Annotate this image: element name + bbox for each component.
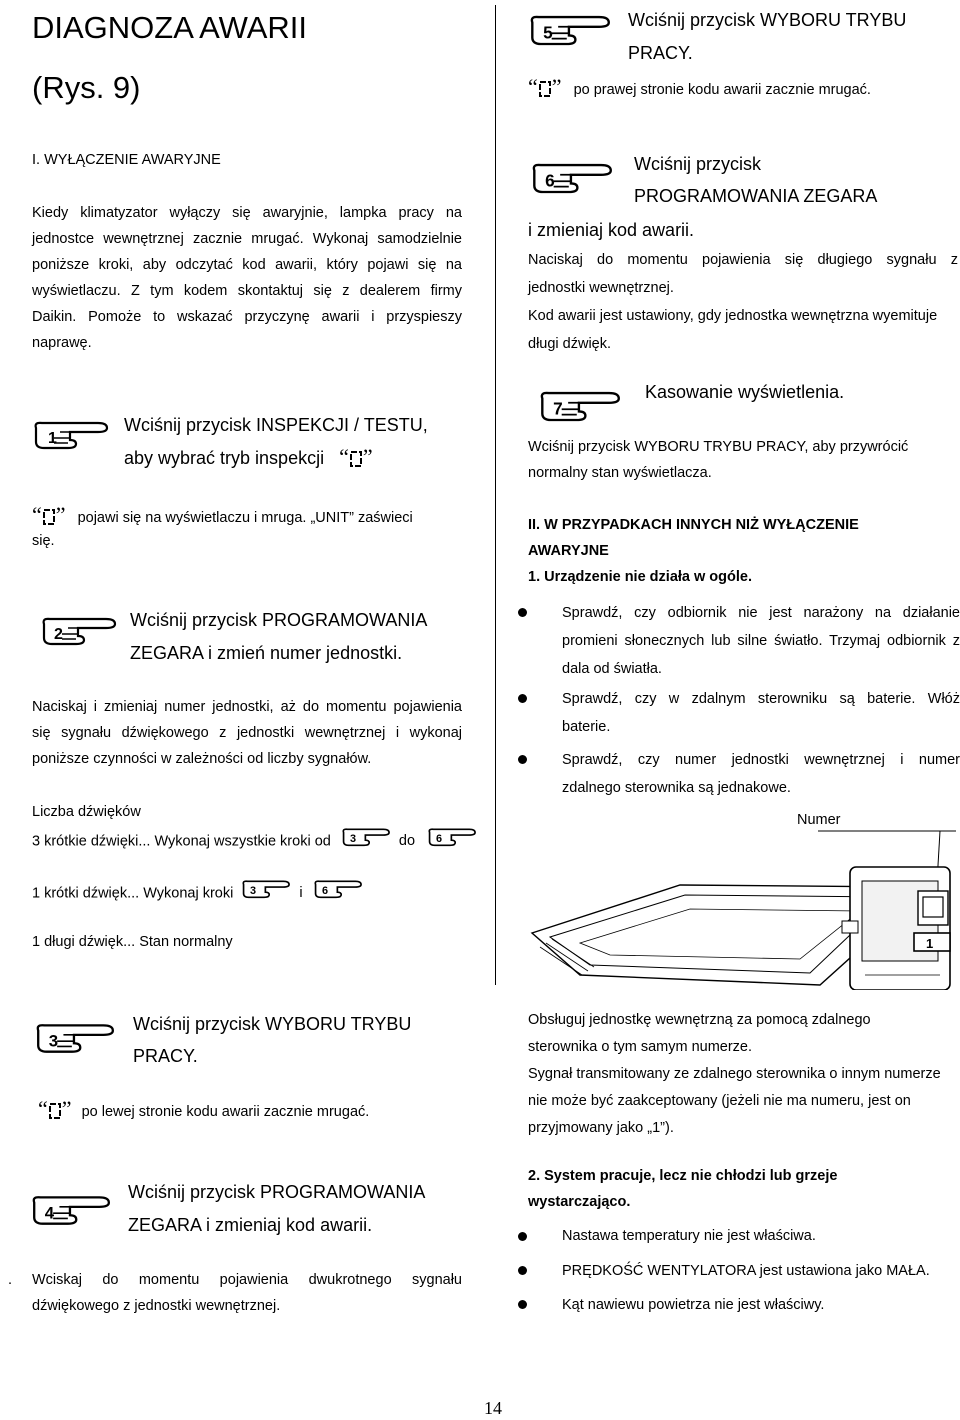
subsection-not-cooling: 2. System pracuje, lecz nie chłodzi lub grzeje [528, 1168, 838, 1184]
info-line: sterownika o tym samym numerze. [528, 1039, 753, 1055]
sound-one-short-text: 1 krótki dźwięk... Wykonaj kroki [32, 885, 234, 902]
subsection-not-working: 1. Urządzenie nie działa w ogóle. [528, 569, 752, 585]
step-ref-number: 3 [250, 885, 257, 898]
intro-line: Daikin. Pomoże to wskazać przyczynę awarii i przyspieszy [32, 309, 462, 325]
section-heading-other-cases-line2: AWARYJNE [528, 543, 609, 559]
body-line: jednostki wewnętrznej. [528, 280, 674, 296]
section-heading-other-cases: II. W PRZYPADKACH INNYCH NIŻ WYŁĄCZENIE [528, 517, 859, 533]
step-5-note: po prawej stronie kodu awarii zacznie mrugać. [573, 82, 871, 98]
step-6-pointing-hand-icon [530, 158, 614, 198]
step-2-instruction-line1: Wciśnij przycisk PROGRAMOWANIA [130, 610, 428, 630]
info-line: Obsługuj jednostkę wewnętrzną za pomocą zdalnego [528, 1012, 871, 1028]
step-2-number: 2 [54, 626, 63, 643]
step-3-instruction-line2: PRACY. [133, 1046, 198, 1066]
step-3-pointing-hand-icon [241, 877, 291, 910]
sound-three-short-text: 3 krótkie dźwięki... Wykonaj wszystkie kroki od [32, 833, 331, 850]
bullet-item: PRĘDKOŚĆ WENTYLATORA jest ustawiona jako MAŁA. [562, 1263, 930, 1279]
body-line: długi dźwięk. [528, 336, 612, 352]
step-3-instruction-line1: Wciśnij przycisk WYBORU TRYBU [133, 1014, 412, 1034]
step-5-instruction-line2: PRACY. [628, 43, 693, 63]
step-3-note-wrap [38, 1096, 369, 1125]
bullet-item: Kąt nawiewu powietrza nie jest właściwy. [562, 1297, 825, 1313]
bullet-line: promieni słonecznych lub silne światło. Trzymaj odbiornik z [562, 633, 960, 649]
figure-label-number: Numer [797, 812, 841, 828]
bullet-line: Sprawdź, czy odbiornik nie jest narażony na działanie [562, 605, 960, 621]
step-1-note-line1: pojawi się na wyświetlaczu i mruga. „UNIT” zaświeci [77, 510, 413, 526]
info-line: nie może być zaakceptowany (jeżeli nie ma numeru, jest on [528, 1093, 911, 1109]
step-7-body-line2: normalny stan wyświetlacza. [528, 465, 712, 481]
step-3-pointing-hand-icon [341, 825, 391, 858]
step-7-number: 7 [553, 398, 563, 419]
sound-connector: do [398, 833, 416, 850]
step-7-heading: Kasowanie wyświetlenia. [645, 382, 845, 402]
step-6-pointing-hand-icon [427, 825, 477, 858]
sounds-heading: Liczba dźwięków [32, 804, 141, 820]
intro-line: naprawę. [32, 335, 92, 351]
step-5-instruction-line1: Wciśnij przycisk WYBORU TRYBU [628, 10, 907, 30]
step-3-number: 3 [48, 1031, 59, 1051]
document-title: DIAGNOZA AWARII [32, 10, 308, 45]
bullet-line: Sprawdź, czy w zdalnym sterowniku są baterie. Włóż [562, 691, 960, 707]
step-ref-number: 3 [349, 833, 356, 846]
blinking-segment-icon: “ ” [528, 74, 562, 99]
step-4-instruction-line2: ZEGARA i zmieniaj kod awarii. [128, 1215, 373, 1235]
step-2-pointing-hand-icon [40, 614, 118, 648]
bullet-line: baterie. [562, 719, 611, 735]
bullet-dot [518, 694, 527, 703]
body-line: poniższe czynności w zależności od liczby sygnałów. [32, 751, 372, 767]
body-line: Naciskaj do momentu pojawienia się długiego sygnału z [528, 252, 958, 268]
info-paragraph [528, 1007, 958, 1142]
step-6-instruction-line3: i zmieniaj kod awarii. [528, 220, 695, 240]
bullet-item [562, 685, 960, 741]
subsection-not-cooling-line2: wystarczająco. [528, 1194, 631, 1210]
step-6-pointing-hand-icon [313, 877, 363, 910]
blinking-segment-icon: “ ” [32, 502, 66, 527]
step-3-note: po lewej stronie kodu awarii zacznie mrugać. [81, 1104, 370, 1120]
bullet-dot [518, 1232, 527, 1241]
body-line: dźwiękowego z jednostki wewnętrznej. [32, 1298, 281, 1314]
body-line: się sygnału dźwiękowego z jednostki wewnętrznej i wykonaj [32, 725, 462, 741]
step-7-pointing-hand-icon [538, 386, 622, 426]
intro-line: poniższe kroki, aby odczytać kod awarii, który pojawi się na [32, 257, 462, 273]
blinking-segment-icon: “ ” [38, 1096, 72, 1121]
step-1-instruction-line1: Wciśnij przycisk INSPEKCJI / TESTU, [124, 415, 428, 435]
step-1-instruction-line2: aby wybrać tryb inspekcji [124, 448, 325, 468]
step-4-pointing-hand-icon [30, 1190, 112, 1230]
body-line: Naciskaj i zmieniaj numer jednostki, aż do momentu pojawienia [32, 699, 462, 715]
indoor-unit-remote-illustration [520, 825, 960, 990]
bullet-line: zdalnego sterownika są jednakowe. [562, 780, 791, 796]
info-line: Sygnał transmitowany ze zdalnego sterownika o innym numerze [528, 1066, 941, 1082]
remote-button-number: 1 [926, 936, 934, 951]
stray-dot: . [8, 1272, 13, 1288]
bullet-item [562, 599, 960, 683]
step-4-instruction-line1: Wciśnij przycisk PROGRAMOWANIA [128, 1182, 426, 1202]
step-1-instruction-line2-wrap [124, 441, 373, 474]
bullet-item: Nastawa temperatury nie jest właściwa. [562, 1228, 816, 1244]
step-1-note-wrap [32, 502, 413, 531]
step-1-note-line2: się. [32, 533, 55, 549]
step-4-number: 4 [44, 1203, 55, 1223]
sound-connector: i [299, 885, 303, 902]
step-6-instruction-line2: PROGRAMOWANIA ZEGARA [634, 186, 878, 206]
bullet-line: Sprawdź, czy numer jednostki wewnętrznej i numer [562, 752, 960, 768]
bullet-item [562, 746, 960, 802]
step-3-pointing-hand-icon [34, 1018, 116, 1058]
step-7-body-line1: Wciśnij przycisk WYBORU TRYBU PRACY, aby przywrócić [528, 439, 909, 455]
intro-line: wyświetlaczu. Z tym kodem skontaktuj się z dealerem firmy [32, 283, 462, 299]
step-1-number: 1 [48, 430, 57, 447]
column-divider [495, 5, 496, 985]
section-heading-emergency: I. WYŁĄCZENIE AWARYJNE [32, 152, 221, 168]
step-1-pointing-hand-icon [32, 418, 110, 452]
page-number: 14 [484, 1398, 502, 1418]
step-4-body [32, 1267, 462, 1319]
step-ref-number: 6 [436, 833, 443, 846]
bullet-dot [518, 608, 527, 617]
step-2-instruction-line2: ZEGARA i zmień numer jednostki. [130, 643, 403, 663]
intro-line: jednostce wewnętrznej zacznie mrugać. Wykonaj samodzielnie [32, 231, 462, 247]
body-line: Wciskaj do momentu pojawienia dwukrotnego sygnału [32, 1272, 462, 1288]
info-line: przyjmowany jako „1”). [528, 1120, 674, 1136]
step-5-number: 5 [543, 22, 553, 43]
bullet-dot [518, 755, 527, 764]
bullet-dot [518, 1300, 527, 1309]
sound-three-short-row [32, 825, 477, 858]
intro-paragraph [32, 200, 462, 356]
sound-one-short-row [32, 877, 363, 910]
blinking-segment-icon: “ ” [339, 444, 373, 469]
bullet-line: dala od światła. [562, 661, 662, 677]
step-6-number: 6 [545, 170, 555, 191]
step-6-instruction-line1: Wciśnij przycisk [634, 154, 762, 174]
step-5-pointing-hand-icon [528, 10, 612, 50]
step-5-note-wrap [528, 74, 871, 103]
intro-line: Kiedy klimatyzator wyłączy się awaryjnie, lampka pracy na [32, 205, 462, 221]
step-6-body [528, 246, 958, 358]
step-2-body [32, 694, 462, 772]
bullet-dot [518, 1266, 527, 1275]
sound-long-row: 1 długi dźwięk... Stan normalny [32, 934, 233, 950]
body-line: Kod awarii jest ustawiony, gdy jednostka wewnętrzna wyemituje [528, 308, 938, 324]
figure-reference: (Rys. 9) [32, 70, 141, 105]
step-ref-number: 6 [321, 885, 328, 898]
